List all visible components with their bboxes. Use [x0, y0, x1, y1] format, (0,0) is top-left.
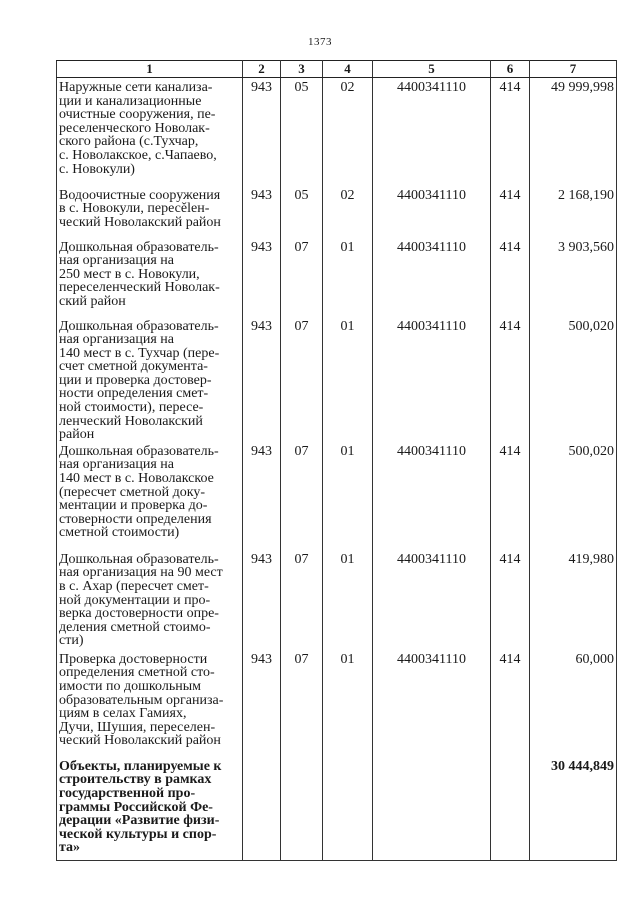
cell-col2: 943: [243, 650, 281, 757]
cell-col4: [323, 757, 373, 861]
cell-col6: 414: [491, 238, 530, 317]
cell-col2: 943: [243, 550, 281, 650]
cell-col5: 4400341110: [373, 78, 491, 186]
cell-name: Дошкольная образователь- ная организация на 90 мест в с. Ахар (пересчет смет- ной документации и про- верка достоверности опре- деления сметной стоимо- сти): [57, 550, 243, 650]
cell-col6: 414: [491, 442, 530, 550]
cell-col3: 05: [281, 186, 323, 238]
cell-col6: 414: [491, 550, 530, 650]
cell-col3: 05: [281, 78, 323, 186]
cell-name: Водоочистные сооружения в с. Новокули, пересělен- ческий Новолакский район: [57, 186, 243, 238]
cell-col5: 4400341110: [373, 550, 491, 650]
cell-col2: 943: [243, 442, 281, 550]
cell-col4: 01: [323, 238, 373, 317]
cell-col4: 01: [323, 550, 373, 650]
page-number: 1373: [308, 36, 332, 48]
table-header-row: [57, 61, 617, 78]
cell-col4: 02: [323, 78, 373, 186]
cell-col5: 4400341110: [373, 442, 491, 550]
column-header: 5: [373, 61, 491, 78]
table-row: [57, 186, 617, 238]
cell-amount: 30 444,849: [530, 757, 617, 861]
cell-col4: 02: [323, 186, 373, 238]
cell-col3: [281, 757, 323, 861]
cell-col6: 414: [491, 186, 530, 238]
cell-col3: 07: [281, 442, 323, 550]
cell-col2: 943: [243, 78, 281, 186]
table-row: [57, 78, 617, 186]
cell-col3: 07: [281, 550, 323, 650]
cell-col5: 4400341110: [373, 186, 491, 238]
cell-col5: [373, 757, 491, 861]
cell-amount: 49 999,998: [530, 78, 617, 186]
cell-col3: 07: [281, 238, 323, 317]
cell-col2: 943: [243, 238, 281, 317]
table-row: [57, 757, 617, 861]
cell-col5: 4400341110: [373, 317, 491, 442]
cell-name: Проверка достоверности определения сметной сто- имости по дошкольным образовательным организа- циям в селах Гамиях, Дучи, Шушия, переселен- ческий Новолакский район: [57, 650, 243, 757]
cell-name: Дошкольная образователь- ная организация на 140 мест в с. Новолакское (пересчет сметной доку- ментации и проверка до- стоверности определения сметной стоимости): [57, 442, 243, 550]
cell-name: Наружные сети канализа- ции и канализационные очистные сооружения, пе- реселенческого Новолак- ского района (с.Тухчар, с. Новолакское, с.Чапаево, с. Новокули): [57, 78, 243, 186]
column-header: 6: [491, 61, 530, 78]
cell-col2: 943: [243, 317, 281, 442]
cell-col5: 4400341110: [373, 650, 491, 757]
cell-col6: 414: [491, 650, 530, 757]
table-row: [57, 442, 617, 550]
cell-name: Дошкольная образователь- ная организация на 250 мест в с. Новокули, переселенческий Новолак- ский район: [57, 238, 243, 317]
cell-name: Объекты, планируемые к строительству в рамках государственной про- граммы Российской Фе- дерации «Развитие физи- ческой культуры и спор- та»: [57, 757, 243, 861]
column-header: 3: [281, 61, 323, 78]
cell-amount: 2 168,190: [530, 186, 617, 238]
budget-table: [56, 60, 617, 861]
cell-amount: 500,020: [530, 442, 617, 550]
cell-col6: 414: [491, 78, 530, 186]
cell-col5: 4400341110: [373, 238, 491, 317]
table-row: [57, 650, 617, 757]
cell-col3: 07: [281, 650, 323, 757]
cell-name: Дошкольная образователь- ная организация на 140 мест в с. Тухчар (пере- счет сметной документа- ции и проверка достовер- ности определения смет- ной стоимости), пересе- ленческий Новолакский район: [57, 317, 243, 442]
table-body: [57, 78, 617, 861]
table-row: [57, 317, 617, 442]
cell-col4: 01: [323, 317, 373, 442]
cell-col3: 07: [281, 317, 323, 442]
table-row: [57, 550, 617, 650]
cell-amount: 60,000: [530, 650, 617, 757]
column-header: 2: [243, 61, 281, 78]
table-row: [57, 238, 617, 317]
cell-amount: 3 903,560: [530, 238, 617, 317]
cell-amount: 500,020: [530, 317, 617, 442]
cell-amount: 419,980: [530, 550, 617, 650]
column-header: 1: [57, 61, 243, 78]
column-header: 7: [530, 61, 617, 78]
cell-col4: 01: [323, 442, 373, 550]
cell-col6: 414: [491, 317, 530, 442]
cell-col2: 943: [243, 186, 281, 238]
column-header: 4: [323, 61, 373, 78]
cell-col2: [243, 757, 281, 861]
cell-col6: [491, 757, 530, 861]
cell-col4: 01: [323, 650, 373, 757]
